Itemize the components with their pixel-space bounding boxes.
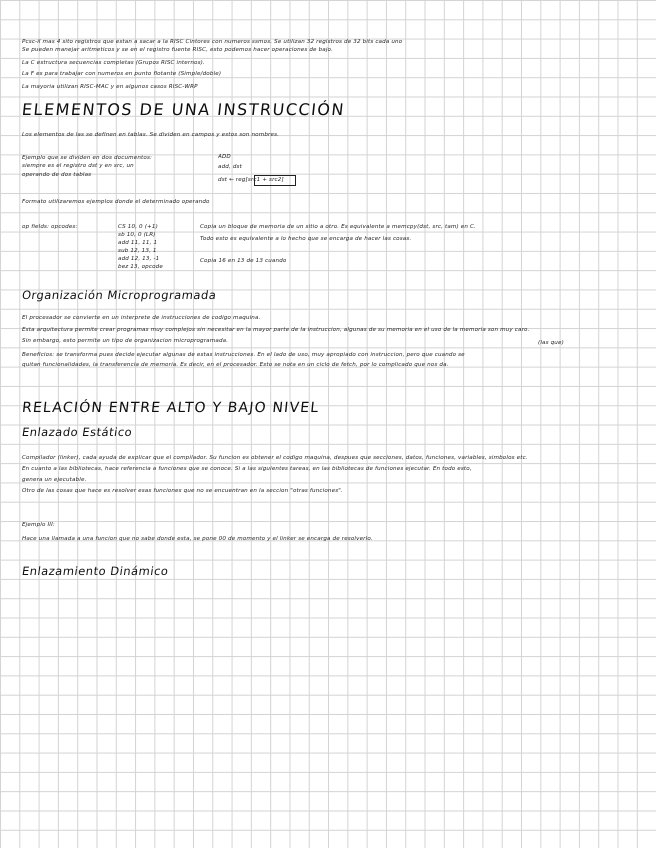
enlazado-line-4: Otro de las cosas que hace es resolver esas funciones que no se encuentran en la seccion "otras funciones". bbox=[22, 488, 343, 494]
heading-enlazado-estatico: Enlazado Estático bbox=[21, 425, 134, 439]
op-value-2: sb 10, 0 (LR) bbox=[118, 232, 156, 238]
ejemplo-right-3: dst ← reg[src1 + src2] bbox=[218, 177, 284, 183]
enlazado-line-2: En cuanto a las bibliotecas, hace referencia a funciones que se conoce. Si a las siguientes tareas, en las bibliotecas de funciones ejecutar. En todo esto, bbox=[22, 466, 472, 472]
org-line-5: quitan funcionalidades, la transferencia de memoria. Es decir, en el procesador. Esto se nota en un ciclo de fetch, por lo complicado que nos da. bbox=[22, 362, 449, 368]
copia-line-1: Copia un bloque de memoria de un sitio a otro. Es equivalente a memcpy(dst, src, tam) en C. bbox=[200, 224, 476, 230]
intro-line-2: Se pueden manejar aritmeticos y se en el registro fuente RISC, esto podemos hacer operaciones de bajo. bbox=[22, 47, 334, 53]
copia-line-4: Copia 16 en 13 de 13 cuando bbox=[200, 258, 287, 264]
formula-bracket bbox=[254, 175, 296, 186]
copia-line-2: Todo esto es equivalente a lo hecho que se encarga de hacer las cosas. bbox=[200, 236, 412, 242]
org-line-4: Beneficios: se transforma pues decide ejecutar algunas de estas instrucciones. En el lado de uso, muy apropiado con instruccion, pero que cuando se bbox=[22, 352, 465, 358]
ejemplo-right-2: add, dst bbox=[218, 164, 242, 170]
ejemplo-label: Ejemplo III: bbox=[22, 522, 55, 528]
intro-line-3: La C estructura secuencias completas (Grupos RISC internos). bbox=[22, 60, 205, 66]
op-label: op fields: opcodes: bbox=[22, 224, 78, 230]
ejemplo-left-2: siempre es el registro dst y en src, un bbox=[22, 163, 134, 169]
op-value-3: add 11, 11, 1 bbox=[118, 240, 158, 246]
ejemplo-left-1: Ejemplo que se dividen en dos documentos: bbox=[22, 155, 153, 161]
intro-line-1: Pcsc-il mas 4 sito registros que estan a sacar a la RISC Cintores con numeros ssmos. Se utilizan 32 registros de 32 bits cada uno bbox=[22, 39, 403, 45]
formato-line: Formato utilizaremos ejemplos donde el determinado operando bbox=[22, 199, 210, 205]
intro-line-5: La mayoria utilizan RISC-MAC y en algunos casos RISC-WRP bbox=[22, 84, 198, 90]
intro-line-4: La F es para trabajar con numeros en punto flotante (Simple/doble) bbox=[22, 71, 222, 77]
heading-enlazamiento-dinamico: Enlazamiento Dinámico bbox=[21, 564, 170, 578]
heading-elementos: ELEMENTOS DE UNA INSTRUCCIÓN bbox=[21, 100, 346, 119]
ejemplo-line: Hace una llamada a una funcion que no sabe donde esta, se pone 00 de momento y el linker se encarga de resolverlo. bbox=[22, 536, 373, 542]
enlazado-line-3: genera un ejecutable. bbox=[22, 477, 87, 483]
elementos-line: Los elementos de las se definen en tablas. Se dividen en campos y estos son nombres. bbox=[22, 132, 280, 138]
enlazado-line-1: Compilador (linker), cada ayuda de explicar que el compilador. Su funcion es obtener el codigo maquina, despues que secciones, datos, funciones, variables, simbolos etc. bbox=[22, 455, 528, 461]
org-line-1: El procesador se convierte en un interprete de instrucciones de codigo maquina. bbox=[22, 315, 261, 321]
margin-note: (las que) bbox=[538, 340, 564, 346]
op-value-1: CS 10, 0 (+1) bbox=[118, 224, 158, 230]
ejemplo-left-3: operando de dos tablas bbox=[22, 172, 92, 178]
heading-relacion: RELACIÓN ENTRE ALTO Y BAJO NIVEL bbox=[21, 400, 321, 416]
op-value-4: sub 12, 13, 1 bbox=[118, 248, 157, 254]
op-value-5: add 12, 13, -1 bbox=[118, 256, 160, 262]
ejemplo-right-1: ADD bbox=[218, 154, 231, 160]
org-line-3: Sin embargo, esto permite un tipo de organizacion microprogramada. bbox=[22, 338, 229, 344]
heading-organizacion: Organización Microprogramada bbox=[21, 288, 218, 302]
org-line-2: Esta arquitectura permite crear programas muy complejos sin necesitar en la mayor parte de la instruccion, algunas de su memoria en el uso de la memoria son muy caro. bbox=[22, 327, 530, 333]
op-value-6: bez 13, opcode bbox=[118, 264, 163, 270]
